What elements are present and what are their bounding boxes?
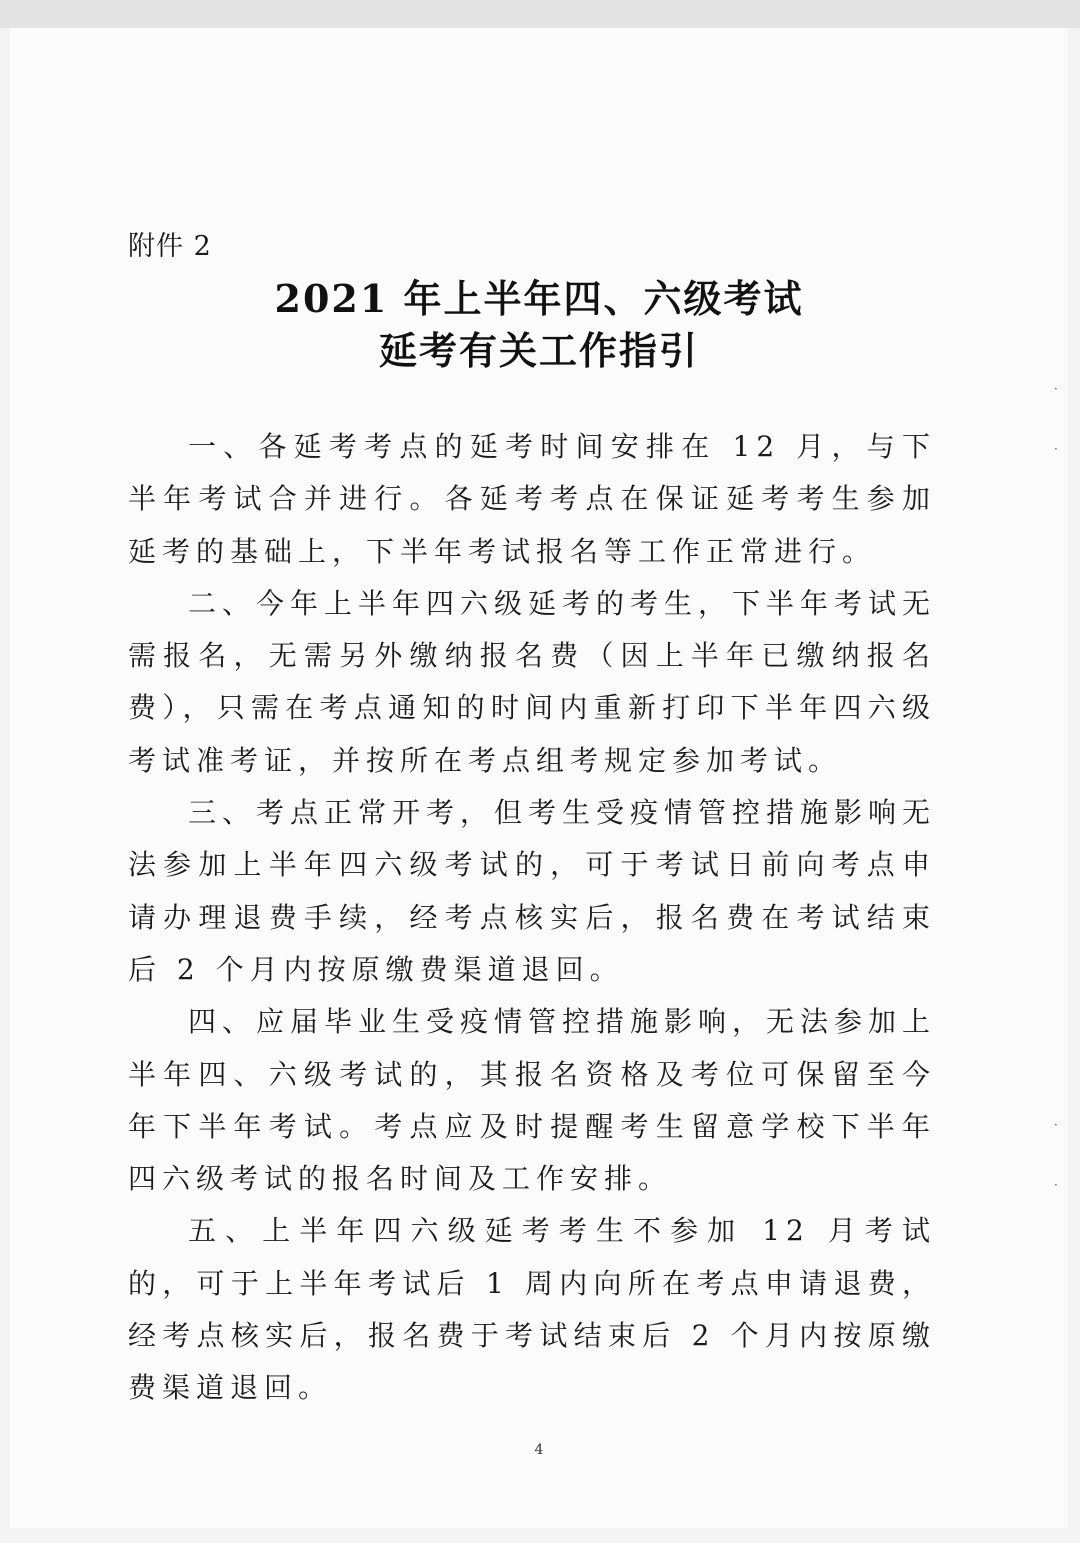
top-band [0,0,1080,28]
scan-mark: · [1054,442,1058,456]
attachment-label: 附件 2 [128,231,212,262]
document-body [128,421,936,1415]
document-page [10,28,1068,1528]
scan-mark: · [1054,1178,1058,1192]
page-number: 4 [534,1442,544,1458]
paragraph-5: 五、上半年四六级延考考生不参加 12 月考试的，可于上半年考试后 1 周内向所在考点申请退费，经考点核实后，报名费于考试结束后 2 个月内按原缴费渠道退回。 [128,1214,936,1405]
title-line-2: 延考有关工作指引 [378,328,699,373]
paragraph-1: 一、各延考考点的延考时间安排在 12 月，与下半年考试合并进行。各延考考点在保证延考考生参加延考的基础上，下半年考试报名等工作正常进行。 [128,430,936,568]
scan-mark: · [1054,1118,1058,1132]
scan-mark: · [1054,382,1058,396]
paragraph-2: 二、今年上半年四六级延考的考生，下半年考试无需报名，无需另外缴纳报名费（因上半年已缴纳报名费），只需在考点通知的时间内重新打印下半年四六级考试准考证，并按所在考点组考规定参加考试。 [128,586,937,777]
paragraph-4: 四、应届毕业生受疫情管控措施影响，无法参加上半年四、六级考试的，其报名资格及考位可保留至今年下半年考试。考点应及时提醒考生留意学校下半年四六级考试的报名时间及工作安排。 [128,1005,937,1196]
title-line-1: 2021 年上半年四、六级考试 [274,276,804,321]
paragraph-3: 三、考点正常开考，但考生受疫情管控措施影响无法参加上半年四六级考试的，可于考试日前向考点申请办理退费手续，经考点核实后，报名费在考试结束后 2 个月内按原缴费渠道退回。 [128,796,937,986]
